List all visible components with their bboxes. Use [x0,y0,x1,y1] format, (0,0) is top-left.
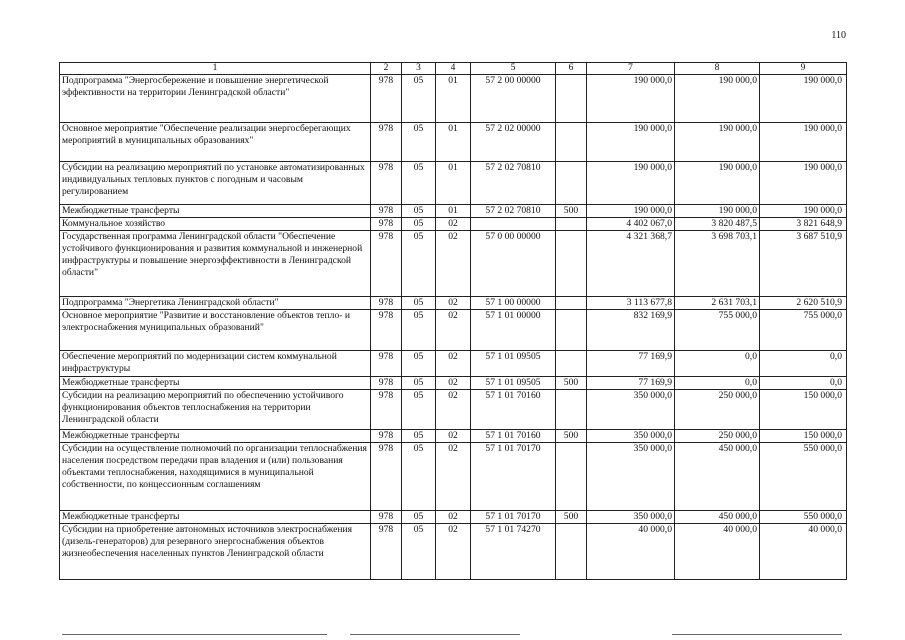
row-name: Субсидии на реализацию мероприятий по установке автоматизированных индивидуальных тепловых пунктов с погодным и часовым регулированием [60,162,371,205]
cell-expense-type [556,162,587,205]
cell-section: 05 [402,524,436,580]
budget-table [59,62,847,580]
scan-edge-line [672,634,842,635]
cell-target-article: 57 1 01 74270 [471,524,556,580]
cell-section: 05 [402,390,436,430]
table-row [60,310,847,351]
cell-expense-type [556,231,587,297]
table-row [60,162,847,205]
cell-amount-7: 190 000,0 [587,205,675,218]
cell-target-article: 57 1 01 09505 [471,351,556,377]
cell-amount-9: 3 821 648,9 [760,218,847,231]
column-header: 2 [371,63,402,75]
cell-target-article: 57 0 00 00000 [471,231,556,297]
cell-target-article: 57 1 01 00000 [471,310,556,351]
column-header: 6 [556,63,587,75]
cell-expense-type [556,524,587,580]
cell-amount-8: 190 000,0 [675,123,760,162]
cell-ministry: 978 [371,390,402,430]
cell-amount-8: 2 631 703,1 [675,297,760,310]
cell-amount-9: 190 000,0 [760,75,847,123]
cell-amount-7: 40 000,0 [587,524,675,580]
row-name: Межбюджетные трансферты [60,511,371,524]
cell-section: 05 [402,430,436,443]
cell-amount-8: 40 000,0 [675,524,760,580]
row-name: Подпрограмма "Энергетика Ленинградской области" [60,297,371,310]
cell-target-article: 57 1 01 70170 [471,511,556,524]
cell-target-article: 57 2 00 00000 [471,75,556,123]
cell-section: 05 [402,205,436,218]
cell-amount-9: 40 000,0 [760,524,847,580]
cell-ministry: 978 [371,377,402,390]
cell-section: 05 [402,443,436,511]
cell-subsection: 02 [436,297,471,310]
cell-section: 05 [402,377,436,390]
table-row [60,231,847,297]
row-name: Основное мероприятие "Развитие и восстановление объектов тепло- и электроснабжения муниципальных образований" [60,310,371,351]
table-row [60,443,847,511]
cell-subsection: 02 [436,390,471,430]
column-header: 1 [60,63,371,75]
row-name: Обеспечение мероприятий по модернизации систем коммунальной инфраструктуры [60,351,371,377]
cell-target-article: 57 2 02 70810 [471,205,556,218]
cell-expense-type [556,443,587,511]
cell-section: 05 [402,351,436,377]
cell-subsection: 02 [436,351,471,377]
table-row [60,123,847,162]
cell-section: 05 [402,75,436,123]
row-name: Подпрограмма "Энергосбережение и повышение энергетической эффективности на территории Ленинградской области" [60,75,371,123]
cell-amount-7: 4 321 368,7 [587,231,675,297]
cell-expense-type [556,75,587,123]
cell-subsection: 02 [436,218,471,231]
cell-amount-8: 250 000,0 [675,390,760,430]
table-row [60,75,847,123]
cell-amount-7: 350 000,0 [587,443,675,511]
cell-amount-8: 3 820 487,5 [675,218,760,231]
table-row [60,430,847,443]
cell-amount-7: 4 402 067,0 [587,218,675,231]
cell-subsection: 02 [436,377,471,390]
cell-expense-type: 500 [556,377,587,390]
page-number: 110 [831,30,846,41]
cell-amount-7: 350 000,0 [587,511,675,524]
cell-subsection: 02 [436,443,471,511]
row-name: Субсидии на осуществление полномочий по организации теплоснабжения населения посредством передачи прав владения и (или) пользования объектами теплоснабжения, находящимися в муниципальной собственности, по концессионным соглашениям [60,443,371,511]
cell-amount-7: 350 000,0 [587,390,675,430]
cell-ministry: 978 [371,205,402,218]
cell-amount-7: 190 000,0 [587,162,675,205]
cell-amount-9: 755 000,0 [760,310,847,351]
cell-section: 05 [402,218,436,231]
row-name: Субсидии на реализацию мероприятий по обеспечению устойчивого функционирования объектов теплоснабжения на территории Ленинградской области [60,390,371,430]
cell-expense-type [556,218,587,231]
row-name: Субсидии на приобретение автономных источников электроснабжения (дизель-генераторов) для резервного энергоснабжения объектов жизнеобеспечения населенных пунктов Ленинградской области [60,524,371,580]
cell-ministry: 978 [371,430,402,443]
cell-amount-9: 150 000,0 [760,390,847,430]
cell-amount-7: 190 000,0 [587,123,675,162]
cell-ministry: 978 [371,162,402,205]
cell-amount-7: 190 000,0 [587,75,675,123]
cell-ministry: 978 [371,443,402,511]
row-name: Межбюджетные трансферты [60,205,371,218]
cell-target-article: 57 1 01 70160 [471,390,556,430]
cell-section: 05 [402,310,436,351]
cell-amount-9: 2 620 510,9 [760,297,847,310]
cell-section: 05 [402,511,436,524]
cell-target-article: 57 1 01 70160 [471,430,556,443]
cell-amount-8: 190 000,0 [675,75,760,123]
cell-amount-7: 350 000,0 [587,430,675,443]
cell-ministry: 978 [371,123,402,162]
cell-ministry: 978 [371,297,402,310]
table-row [60,218,847,231]
column-header: 5 [471,63,556,75]
cell-amount-8: 755 000,0 [675,310,760,351]
cell-ministry: 978 [371,351,402,377]
cell-amount-9: 190 000,0 [760,123,847,162]
cell-subsection: 02 [436,430,471,443]
table-row [60,351,847,377]
column-header: 9 [760,63,847,75]
cell-amount-8: 450 000,0 [675,443,760,511]
cell-target-article: 57 1 01 09505 [471,377,556,390]
cell-amount-8: 190 000,0 [675,162,760,205]
cell-expense-type: 500 [556,511,587,524]
cell-section: 05 [402,231,436,297]
cell-ministry: 978 [371,310,402,351]
cell-subsection: 01 [436,205,471,218]
cell-subsection: 01 [436,162,471,205]
column-header: 7 [587,63,675,75]
cell-subsection: 02 [436,310,471,351]
cell-section: 05 [402,123,436,162]
table-row [60,390,847,430]
cell-ministry: 978 [371,524,402,580]
cell-target-article [471,218,556,231]
cell-amount-9: 0,0 [760,351,847,377]
scan-edge-line [62,634,327,635]
cell-amount-8: 250 000,0 [675,430,760,443]
cell-expense-type: 500 [556,205,587,218]
cell-amount-7: 77 169,9 [587,377,675,390]
scan-edge-line [350,634,520,635]
cell-amount-7: 3 113 677,8 [587,297,675,310]
cell-target-article: 57 2 02 00000 [471,123,556,162]
cell-amount-7: 832 169,9 [587,310,675,351]
cell-subsection: 02 [436,231,471,297]
row-name: Межбюджетные трансферты [60,377,371,390]
cell-target-article: 57 2 02 70810 [471,162,556,205]
cell-amount-8: 190 000,0 [675,205,760,218]
cell-expense-type [556,297,587,310]
row-name: Коммунальное хозяйство [60,218,371,231]
cell-subsection: 02 [436,524,471,580]
cell-ministry: 978 [371,231,402,297]
cell-section: 05 [402,297,436,310]
cell-expense-type [556,351,587,377]
column-header: 4 [436,63,471,75]
table-row [60,205,847,218]
cell-amount-9: 550 000,0 [760,443,847,511]
row-name: Основное мероприятие "Обеспечение реализации энергосберегающих мероприятий в муниципальных образованиях" [60,123,371,162]
cell-ministry: 978 [371,75,402,123]
cell-expense-type: 500 [556,430,587,443]
cell-target-article: 57 1 01 70170 [471,443,556,511]
column-header: 3 [402,63,436,75]
cell-amount-9: 190 000,0 [760,162,847,205]
cell-amount-9: 3 687 510,9 [760,231,847,297]
cell-expense-type [556,390,587,430]
cell-amount-8: 0,0 [675,351,760,377]
header-row [60,63,847,75]
cell-amount-9: 550 000,0 [760,511,847,524]
cell-amount-8: 450 000,0 [675,511,760,524]
table-row [60,297,847,310]
cell-ministry: 978 [371,511,402,524]
table-row [60,511,847,524]
cell-amount-7: 77 169,9 [587,351,675,377]
cell-section: 05 [402,162,436,205]
column-header: 8 [675,63,760,75]
cell-amount-9: 190 000,0 [760,205,847,218]
row-name: Межбюджетные трансферты [60,430,371,443]
cell-subsection: 02 [436,511,471,524]
cell-ministry: 978 [371,218,402,231]
cell-amount-8: 0,0 [675,377,760,390]
cell-target-article: 57 1 00 00000 [471,297,556,310]
row-name: Государственная программа Ленинградской области "Обеспечение устойчивого функционирования и развития коммунальной и инженерной инфраструктуры и повышение энергоэффективности в Ленинградской области" [60,231,371,297]
table-row [60,524,847,580]
table-row [60,377,847,390]
cell-amount-9: 150 000,0 [760,430,847,443]
cell-subsection: 01 [436,75,471,123]
cell-amount-8: 3 698 703,1 [675,231,760,297]
cell-expense-type [556,123,587,162]
cell-subsection: 01 [436,123,471,162]
cell-expense-type [556,310,587,351]
cell-amount-9: 0,0 [760,377,847,390]
